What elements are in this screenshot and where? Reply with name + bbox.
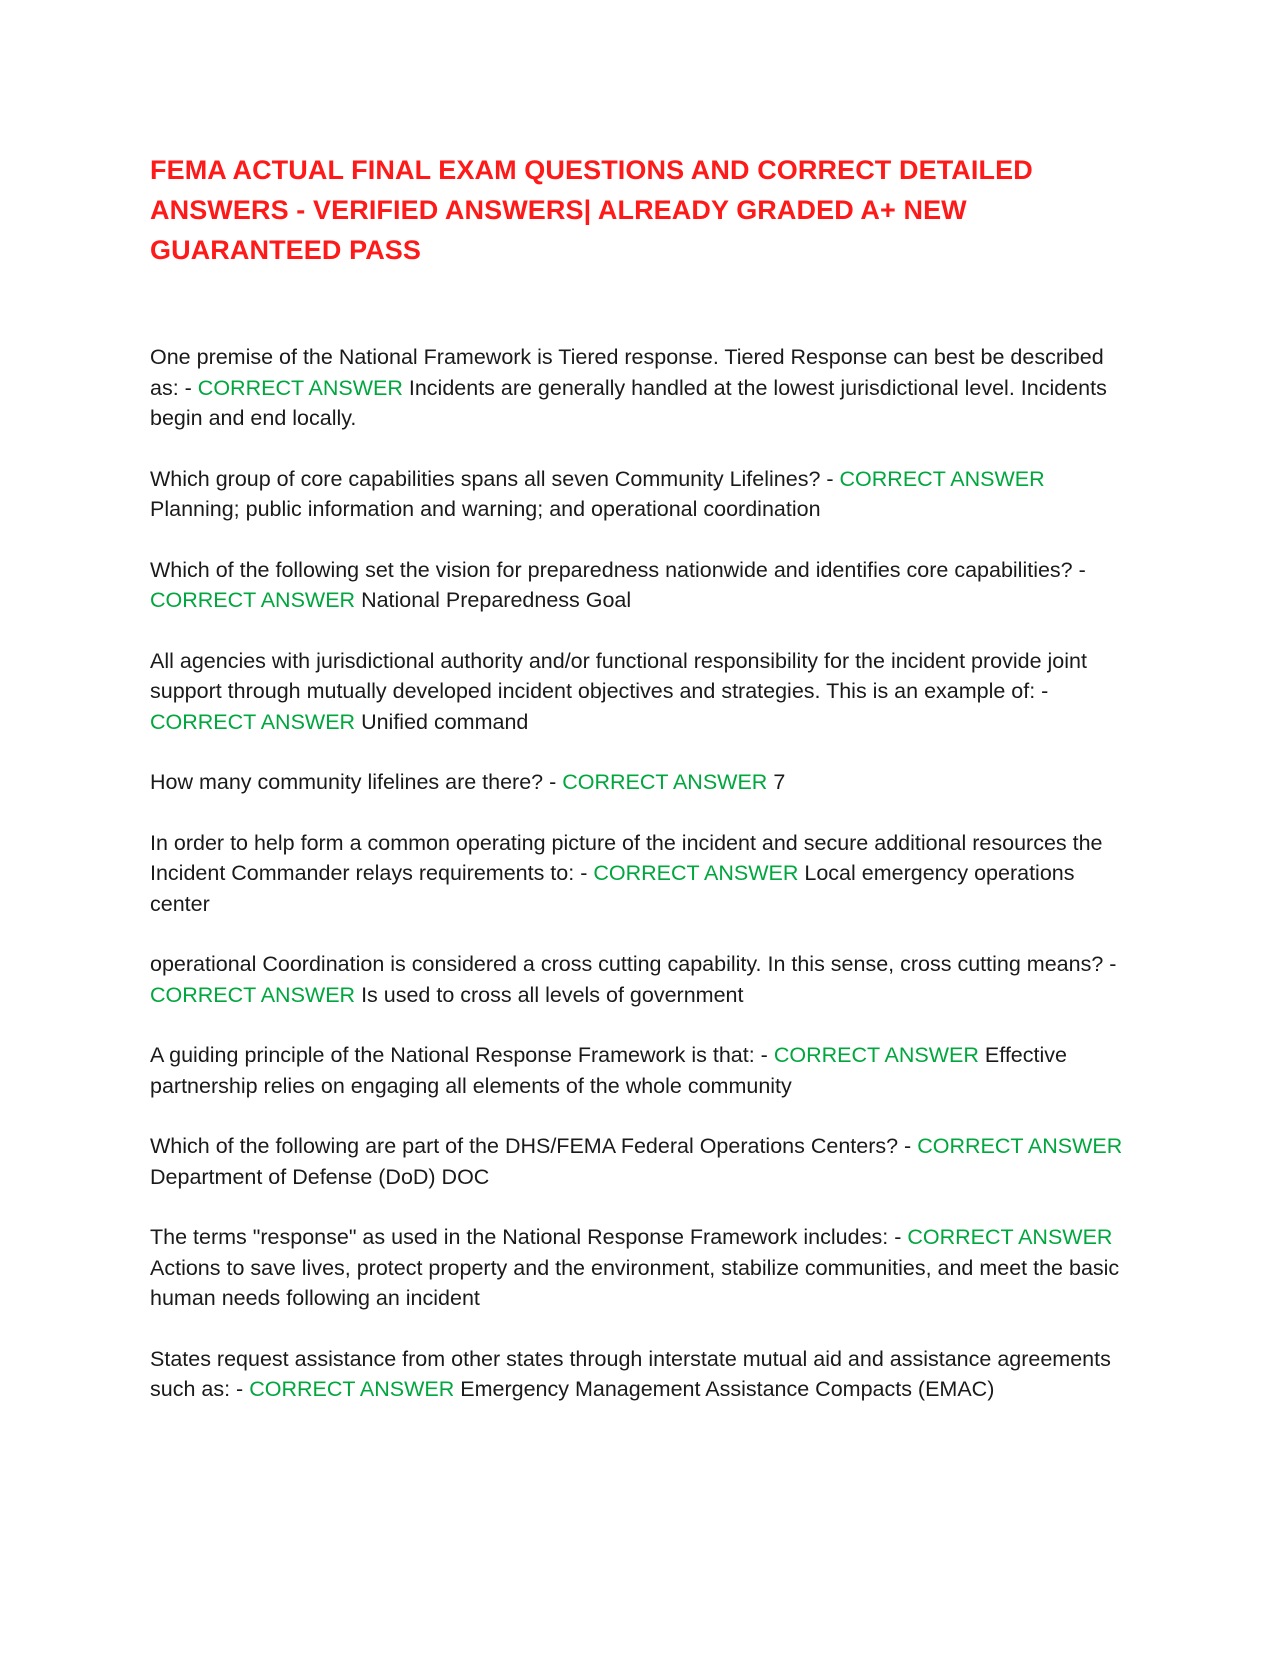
- document-page: [150, 150, 1130, 1435]
- qa-item: [150, 464, 1130, 525]
- answer-label: CORRECT ANSWER: [197, 375, 403, 400]
- answer-text: National Preparedness Goal: [361, 588, 632, 612]
- question-text: One premise of the National Framework is Tiered response. Tiered Response can best be described as: -: [150, 345, 1104, 400]
- answer-label: CORRECT ANSWER: [562, 770, 768, 794]
- qa-item: [150, 1040, 1130, 1101]
- qa-item: [150, 949, 1130, 1010]
- question-text: How many community lifelines are there? -: [150, 770, 563, 794]
- answer-text: Effective partnership relies on engaging all elements of the whole community: [150, 1043, 1067, 1098]
- qa-item: [150, 767, 1130, 798]
- qa-item: [150, 1131, 1130, 1192]
- question-text: In order to help form a common operating picture of the incident and secure additional resources the Incident Commander relays requirements to: -: [150, 830, 1103, 885]
- answer-text: Department of Defense (DoD) DOC: [150, 1164, 490, 1189]
- answer-text: Is used to cross all levels of government: [361, 982, 744, 1007]
- question-text: States request assistance from other states through interstate mutual aid and assistance agreements such as: -: [150, 1346, 1111, 1401]
- answer-label: CORRECT ANSWER: [150, 709, 356, 734]
- answer-text: Emergency Management Assistance Compacts (EMAC): [460, 1377, 995, 1401]
- answer-text: Planning; public information and warning; and operational coordination: [150, 497, 821, 521]
- answer-label: CORRECT ANSWER: [150, 982, 356, 1007]
- answer-text: Local emergency operations center: [150, 861, 1075, 916]
- question-text: Which group of core capabilities spans all seven Community Lifelines? -: [150, 466, 840, 491]
- answer-text: Unified command: [361, 709, 529, 734]
- answer-text: Actions to save lives, protect property and the environment, stabilize communities, and meet the basic human needs following an incident: [150, 1255, 1120, 1310]
- qa-item: [150, 342, 1130, 434]
- question-text: All agencies with jurisdictional authority and/or functional responsibility for the incident provide joint support through mutually developed incident objectives and strategies. This is an example of: -: [150, 648, 1087, 703]
- qa-list: [150, 342, 1130, 1405]
- document-title: FEMA ACTUAL FINAL EXAM QUESTIONS AND CORRECT DETAILED ANSWERS - VERIFIED ANSWERS| ALREADY GRADED A+ NEW GUARANTEED PASS: [150, 155, 1033, 265]
- answer-label: CORRECT ANSWER: [773, 1043, 979, 1067]
- answer-label: CORRECT ANSWER: [593, 861, 799, 885]
- question-text: The terms "response" as used in the National Response Framework includes: -: [150, 1225, 908, 1249]
- question-text: Which of the following set the vision for preparedness nationwide and identifies core capabilities? -: [150, 557, 1086, 582]
- qa-item: [150, 555, 1130, 616]
- answer-text: 7: [773, 770, 786, 794]
- answer-label: CORRECT ANSWER: [249, 1377, 455, 1401]
- answer-label: CORRECT ANSWER: [839, 466, 1045, 491]
- question-text: A guiding principle of the National Response Framework is that: -: [150, 1043, 774, 1067]
- question-text: Which of the following are part of the DHS/FEMA Federal Operations Centers? -: [150, 1134, 918, 1158]
- qa-item: [150, 646, 1130, 738]
- qa-item: [150, 1222, 1130, 1314]
- answer-label: CORRECT ANSWER: [907, 1225, 1113, 1249]
- qa-item: [150, 828, 1130, 920]
- answer-label: CORRECT ANSWER: [917, 1134, 1123, 1158]
- answer-label: CORRECT ANSWER: [150, 588, 356, 612]
- qa-item: [150, 1344, 1130, 1405]
- answer-text: Incidents are generally handled at the lowest jurisdictional level. Incidents begin and end locally.: [150, 375, 1107, 430]
- question-text: operational Coordination is considered a cross cutting capability. In this sense, cross cutting means? -: [150, 952, 1117, 976]
